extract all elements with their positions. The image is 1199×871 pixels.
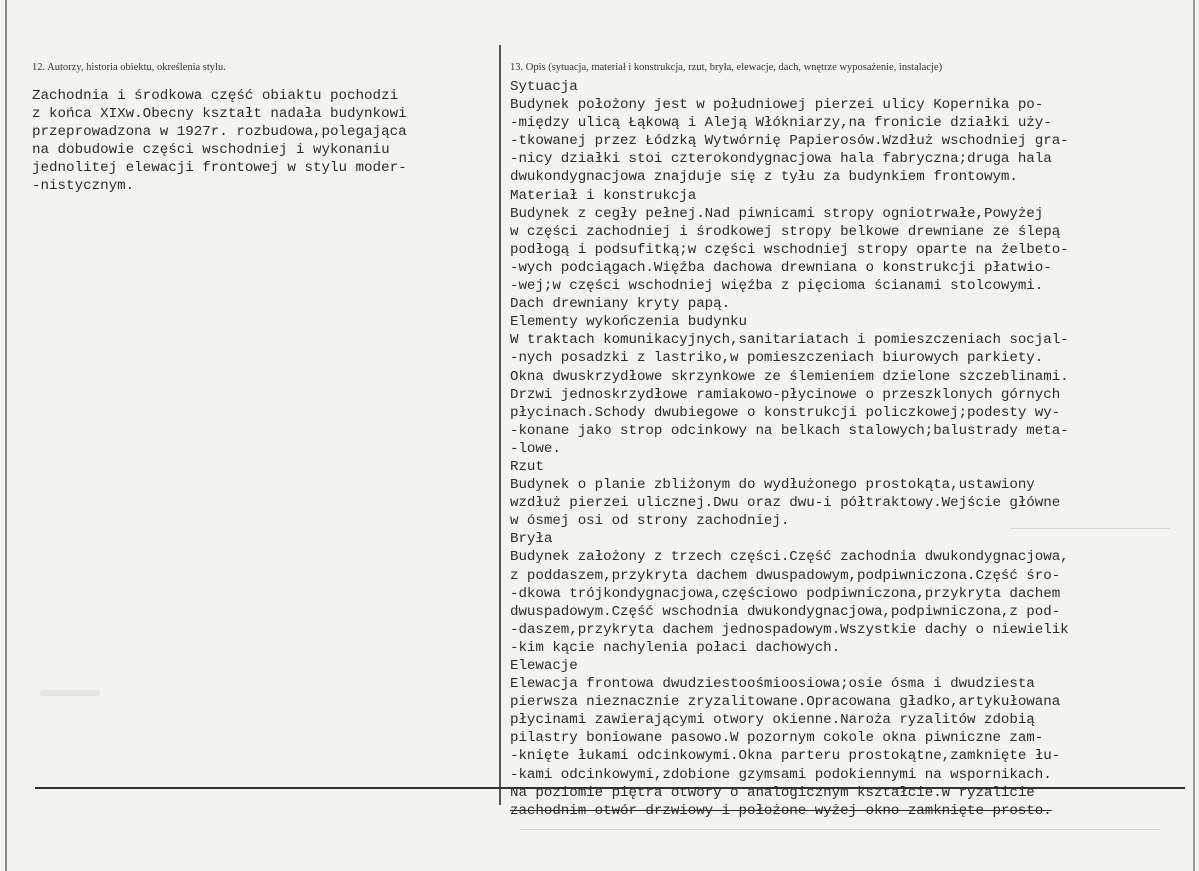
text-line: w części zachodniej i środkowej stropy belkowe drewniane ze ślepą	[510, 223, 1061, 240]
text-line: zachodnim otwór drzwiowy i położone wyżej okno zamknięte prosto.	[510, 802, 1052, 819]
section-12-heading: 12. Autorzy, historia obiektu, określenia stylu.	[32, 62, 226, 73]
text-line: pilastry boniowane pasowo.W pozornym cokole okna piwniczne zam-	[510, 730, 1044, 747]
text-line: Okna dwuskrzydłowe skrzynkowe ze ślemieniem dzielone szczeblinami.	[510, 368, 1069, 385]
text-line: -konane jako strop odcinkowy na belkach stalowych;balustrady meta-	[510, 422, 1069, 439]
section-13-heading: 13. Opis (sytuacja, materiał i konstrukcja, rzut, bryła, elewacje, dach, wnętrze wyposażenie, instalacje)	[510, 62, 943, 73]
text-line: wzdłuż pierzei ulicznej.Dwu oraz dwu-i półtraktowy.Wejście główne	[510, 495, 1061, 512]
text-line: pierwsza nieznacznie zryzalitowane.Opracowana gładko,artykułowana	[510, 694, 1061, 711]
column-divider	[499, 45, 501, 805]
text-line: Dach drewniany kryty papą.	[510, 296, 731, 313]
text-line: Budynek z cegły pełnej.Nad piwnicami stropy ogniotrwałe,Powyżej	[510, 205, 1044, 222]
text-line: jednolitej elewacji frontowej w stylu moder-	[32, 160, 407, 177]
text-line: z poddaszem,przykryta dachem dwuspadowym,podpiwniczona.Część śro-	[510, 567, 1061, 584]
text-line: Rzut	[510, 458, 544, 475]
text-line: Elewacja frontowa dwudziestoośmioosiowa;osie ósma i dwudziesta	[510, 676, 1035, 693]
text-line: -wych podciągach.Więźba dachowa drewniana o konstrukcji płatwio-	[510, 259, 1052, 276]
right-page-edge	[1193, 0, 1195, 871]
text-line: dwukondygnacjowa znajduje się z tyłu za budynkiem frontowym.	[510, 169, 1018, 186]
text-line: -nych posadzki z lastriko,w pomieszczeniach biurowych parkiety.	[510, 350, 1044, 367]
text-line: Elewacje	[510, 658, 578, 674]
text-line: Zachodnia i środkowa część obiaktu pochodzi	[32, 88, 399, 104]
text-line: Budynek założony z trzech części.Część zachodnia dwukondygnacjowa,	[510, 549, 1069, 566]
text-line: -kim kącie nachylenia połaci dachowych.	[510, 639, 841, 656]
text-line: -nicy działki stoi czterokondygnacjowa hala fabryczna;druga hala	[510, 151, 1052, 168]
text-line: W traktach komunikacyjnych,sanitariatach i pomieszczeniach socjal-	[510, 332, 1069, 349]
paper-smudge	[40, 690, 100, 696]
text-line: w ósmej osi od strony zachodniej.	[510, 513, 790, 530]
section-12-text	[32, 87, 407, 196]
text-line: przeprowadzona w 1927r. rozbudowa,polegająca	[32, 124, 407, 141]
text-line: Budynek o planie zbliżonym do wydłużonego prostokąta,ustawiony	[510, 477, 1035, 494]
text-line: Sytuacja	[510, 79, 578, 95]
text-line: płycinach.Schody dwubiegowe o konstrukcji policzkowej;podesty wy-	[510, 404, 1061, 421]
left-page-edge	[5, 0, 7, 871]
text-line: z końca XIXw.Obecny kształt nadała budynkowi	[32, 106, 407, 123]
text-line: -knięte łukami odcinkowymi.Okna parteru prostokątne,zamknięte łu-	[510, 748, 1061, 765]
text-line: Na poziomie piętra otwory o analogicznym kształcie.W ryzalicie	[510, 784, 1035, 801]
text-line: -między ulicą Łąkową i Aleją Włókniarzy,na fronicie działki uży-	[510, 115, 1052, 132]
text-line: podłogą i podsufitką;w części wschodniej stropy oparte na żelbeto-	[510, 241, 1069, 258]
text-line: -lowe.	[510, 440, 561, 457]
text-line: Bryła	[510, 531, 553, 548]
text-line: -tkowanej przez Łódzką Wytwórnię Papierosów.Wzdłuż wschodniej gra-	[510, 133, 1069, 150]
text-line: -kami odcinkowymi,zdobione gzymsami podokiennymi na wspornikach.	[510, 766, 1052, 783]
text-line: Drzwi jednoskrzydłowe ramiakowo-płycinowe o przeszklonych górnych	[510, 386, 1061, 403]
text-line: -dkowa trójkondygnacjowa,częściowo podpiwniczona,przykryta dachem	[510, 585, 1061, 602]
text-line: Budynek położony jest w południowej pierzei ulicy Kopernika po-	[510, 97, 1044, 114]
text-line: płycinami zawierającymi otwory okienne.Naroża ryzalitów zdobią	[510, 712, 1035, 729]
text-line: -wej;w części wschodniej więźba z pięcioma ścianami stolcowymi.	[510, 278, 1044, 295]
text-line: na dobudowie części wschodniej i wykonaniu	[32, 142, 390, 159]
text-line: -nistycznym.	[32, 178, 135, 195]
text-line: dwuspadowym.Część wschodnia dwukondygnacjowa,podpiwniczona,z pod-	[510, 603, 1061, 620]
section-13-text	[510, 78, 1069, 820]
text-line: Materiał i konstrukcja	[510, 187, 697, 204]
faint-rule	[520, 829, 1160, 830]
text-line: -daszem,przykryta dachem jednospadowym.Wszystkie dachy o niewielik	[510, 621, 1069, 638]
text-line: Elementy wykończenia budynku	[510, 314, 747, 331]
